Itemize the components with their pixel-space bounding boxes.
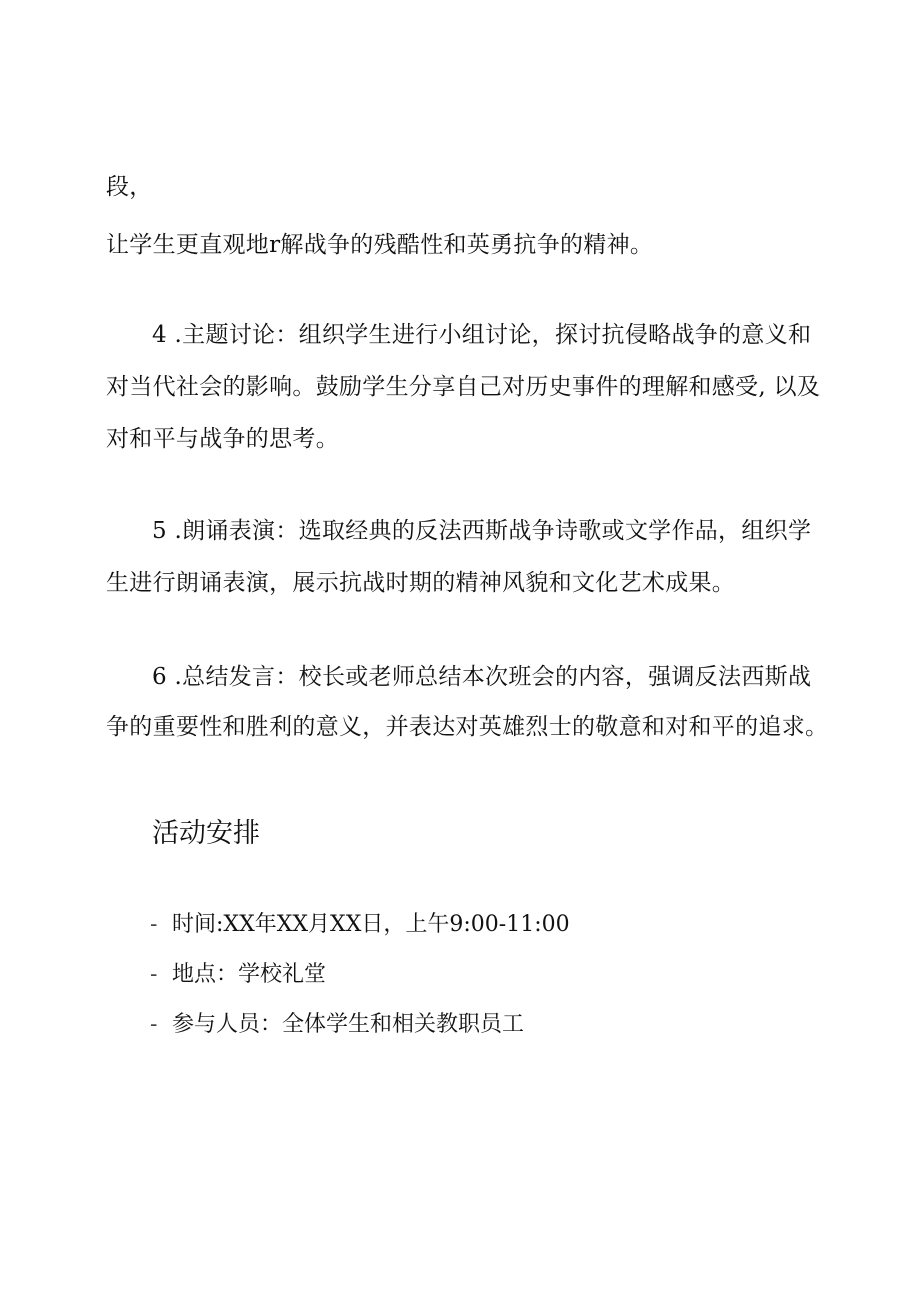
intro-line-1: 段， [106,174,153,200]
section-heading: 活动安排 [152,818,260,849]
intro-line-2: 让学生更直观地r解战争的残酷性和英勇抗争的精神。 [106,232,654,258]
list-item-text: 时间:XX年XX月XX日，上午9:00-11:00 [172,912,570,937]
dash-marker: - [150,962,158,987]
item-4-line-2: 对当代社会的影响。鼓励学生分享自己对历史事件的理解和感受, 以及 [106,374,821,400]
list-item-text: 参与人员：全体学生和相关教职员工 [172,1012,525,1037]
item-5-line-1: 5 .朗诵表演：选取经典的反法西斯战争诗歌或文学作品，组织学 [152,518,812,544]
list-item-location [150,960,326,990]
item-6-line-1: 6 .总结发言：校长或老师总结本次班会的内容，强调反法西斯战 [152,664,812,690]
item-5-line-2: 生进行朗诵表演，展示抗战时期的精神风貌和文化艺术成果。 [106,570,736,596]
dash-marker: - [150,1012,158,1037]
list-item-participants [150,1010,524,1040]
item-6-line-2: 争的重要性和胜利的意义，并表达对英雄烈士的敬意和对和平的追求。 [106,714,829,740]
list-item-time [150,910,570,940]
item-4-line-1: 4 .主题讨论：组织学生进行小组讨论，探讨抗侵略战争的意义和 [152,322,812,348]
item-4-line-3: 对和平与战争的思考。 [106,426,339,452]
dash-marker: - [150,912,158,937]
list-item-text: 地点：学校礼堂 [172,962,327,987]
